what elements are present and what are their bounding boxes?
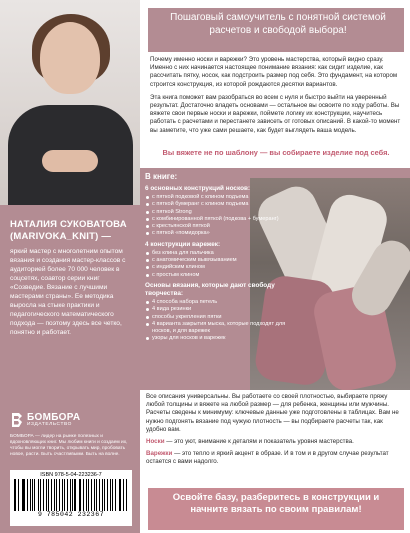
list-item: с индийским клином <box>145 264 295 271</box>
list-item: без клина для пальчика <box>145 250 295 257</box>
publisher-brand: БОМБОРА <box>27 412 81 423</box>
headline: Пошаговый самоучитель с понятной системой расчетов и свободой выбора! <box>170 12 386 36</box>
bottom-paragraph: Все описания универсальны. Вы работаете со своей плотностью, выбираете пряжу любой толщины и вяжете на любой размер — для ребенка, женщины или мужчины. Расчеты сведены к минимуму: ключевые данные уже подготовлены в таблицах. Вам не нужно подгонять вязание под чужую плотность — вы подбираете расчеты так, как удобно вам. <box>146 393 399 433</box>
barcode-bar <box>48 479 49 511</box>
list-item: с простым клином <box>145 272 295 279</box>
bottom-paragraph <box>146 450 404 466</box>
barcode-bar <box>94 479 95 511</box>
barcode-bar <box>120 479 121 511</box>
list-item: с пяткой «помидорка» <box>145 230 295 237</box>
barcode-bar <box>40 479 41 511</box>
list-item: с пяткой Strong <box>145 209 295 216</box>
author-name: НАТАЛИЯ СУКОВАТОВА (MARIVOKA_KNIT) — <box>10 219 127 242</box>
list-item: с крестьянской пяткой <box>145 223 295 230</box>
author-bio: яркий мастер с многолетним опытом вязания и создания мастер-классов с аудиторией более 70 000 человек в соцсетях, соавтор серии книг «Созведие. Вязание с лучшими мастерами страны». Ее методика выросла на стыке практики и педагогического математического подхода — поэтому здесь все четко, понятно и работает. <box>10 248 126 336</box>
bombora-icon <box>10 412 24 428</box>
bottom-text <box>146 393 404 471</box>
barcode-bar <box>80 479 81 511</box>
isbn: ISBN 978-5-04-223236-7 <box>40 472 102 478</box>
barcode-bar <box>102 479 103 511</box>
barcode-bar <box>54 479 55 511</box>
socks-term: Носки <box>146 438 165 446</box>
tagline: Вы вяжете не по шаблону — вы собираете изделие под себя. <box>162 148 390 157</box>
barcode <box>10 470 132 526</box>
cta-text: Освойте базу, разберитесь в конструкции и начните вязать по своим правилам! <box>172 492 380 515</box>
mitten-section-title: 4 конструкции варежек: <box>145 240 221 248</box>
barcode-bar <box>67 479 68 511</box>
barcode-bar <box>88 479 89 511</box>
list-item: 4 варианта закрытия мыска, которые подходят для носков, и для варежек <box>145 321 295 336</box>
creative-list <box>145 299 295 343</box>
bottom-paragraph <box>146 438 404 446</box>
barcode-bar <box>112 479 113 511</box>
barcode-bars <box>14 479 128 511</box>
mittens-term: Варежки <box>146 450 173 458</box>
socks-text: — это уют, внимание к деталям и показатель уровня мастерства. <box>164 438 354 446</box>
sock-section-title: 6 основных конструкций носков: <box>145 185 251 192</box>
barcode-bar <box>38 479 39 511</box>
intro-paragraph: Эта книга поможет вам разобраться во всем с нуля и быстро выйти на уверенный результат. Достаточно владеть основами — остальное вы освоите по ходу работы. Вы вяжете свои первые носки и варежки, поймете логику их конструкции, научитесь работать с расчетами и перестанете зависеть от готовых описаний. В какой-то момент вы заметите, что уже сами решаете, как будет выглядеть ваша модель. <box>150 93 401 134</box>
barcode-bar <box>30 479 31 511</box>
intro-paragraph: Почему именно носки и варежки? Это уровень мастерства, который видно сразу. Именно с них начинается настоящее понимание вязания: как сидит изделие, как рассчитать пятку, носок, как подстроить размер под себя. Это фундамент, на котором строится конструкция, из которой рождаются десятки вариантов. <box>150 56 398 88</box>
list-item: способы укрепления пятки <box>145 314 295 321</box>
list-item: с анатомическим вывязыванием <box>145 257 295 264</box>
barcode-bar <box>23 479 24 511</box>
intro-text <box>150 56 402 140</box>
barcode-bar <box>15 479 16 511</box>
barcode-bar <box>110 479 111 511</box>
mittens-text: — это тепло и яркий акцент в образе. И в том и в другом случае результат остается с вами надолго. <box>146 450 389 466</box>
list-item: 4 способа набора петель <box>145 299 295 306</box>
author-photo <box>0 0 140 205</box>
sock-list <box>145 194 295 238</box>
barcode-digits: 9 785042 232367 <box>37 511 104 518</box>
publisher-sub: ИЗДАТЕЛЬСТВО <box>27 422 72 427</box>
book-heading: В книге: <box>145 172 178 181</box>
book-contents <box>145 172 295 343</box>
barcode-bar <box>62 479 63 511</box>
list-item: с комбинированной пяткой (подкова + бумеранг) <box>145 216 295 223</box>
list-item: с пяткой бумеранг с клином подъема <box>145 201 295 208</box>
publisher-logo <box>10 412 132 430</box>
list-item: узоры для носков и варежек <box>145 335 295 342</box>
publisher-note: БОМБОРА — лидер на рынке полезных и вдохновляющих книг. Мы любим книги и создаем их, чтобы вы могли творить, открывать мир, пробовать новое, расти. Быть счастливыми. Быть на волне. <box>10 434 128 457</box>
list-item: с пяткой подковой с клином подъема <box>145 194 295 201</box>
list-item: 4 вида резинки <box>145 306 295 313</box>
creative-section-title: Основы вязания, которые дают свободу творчества: <box>145 281 275 297</box>
mitten-list <box>145 250 295 279</box>
barcode-bar <box>74 479 75 511</box>
